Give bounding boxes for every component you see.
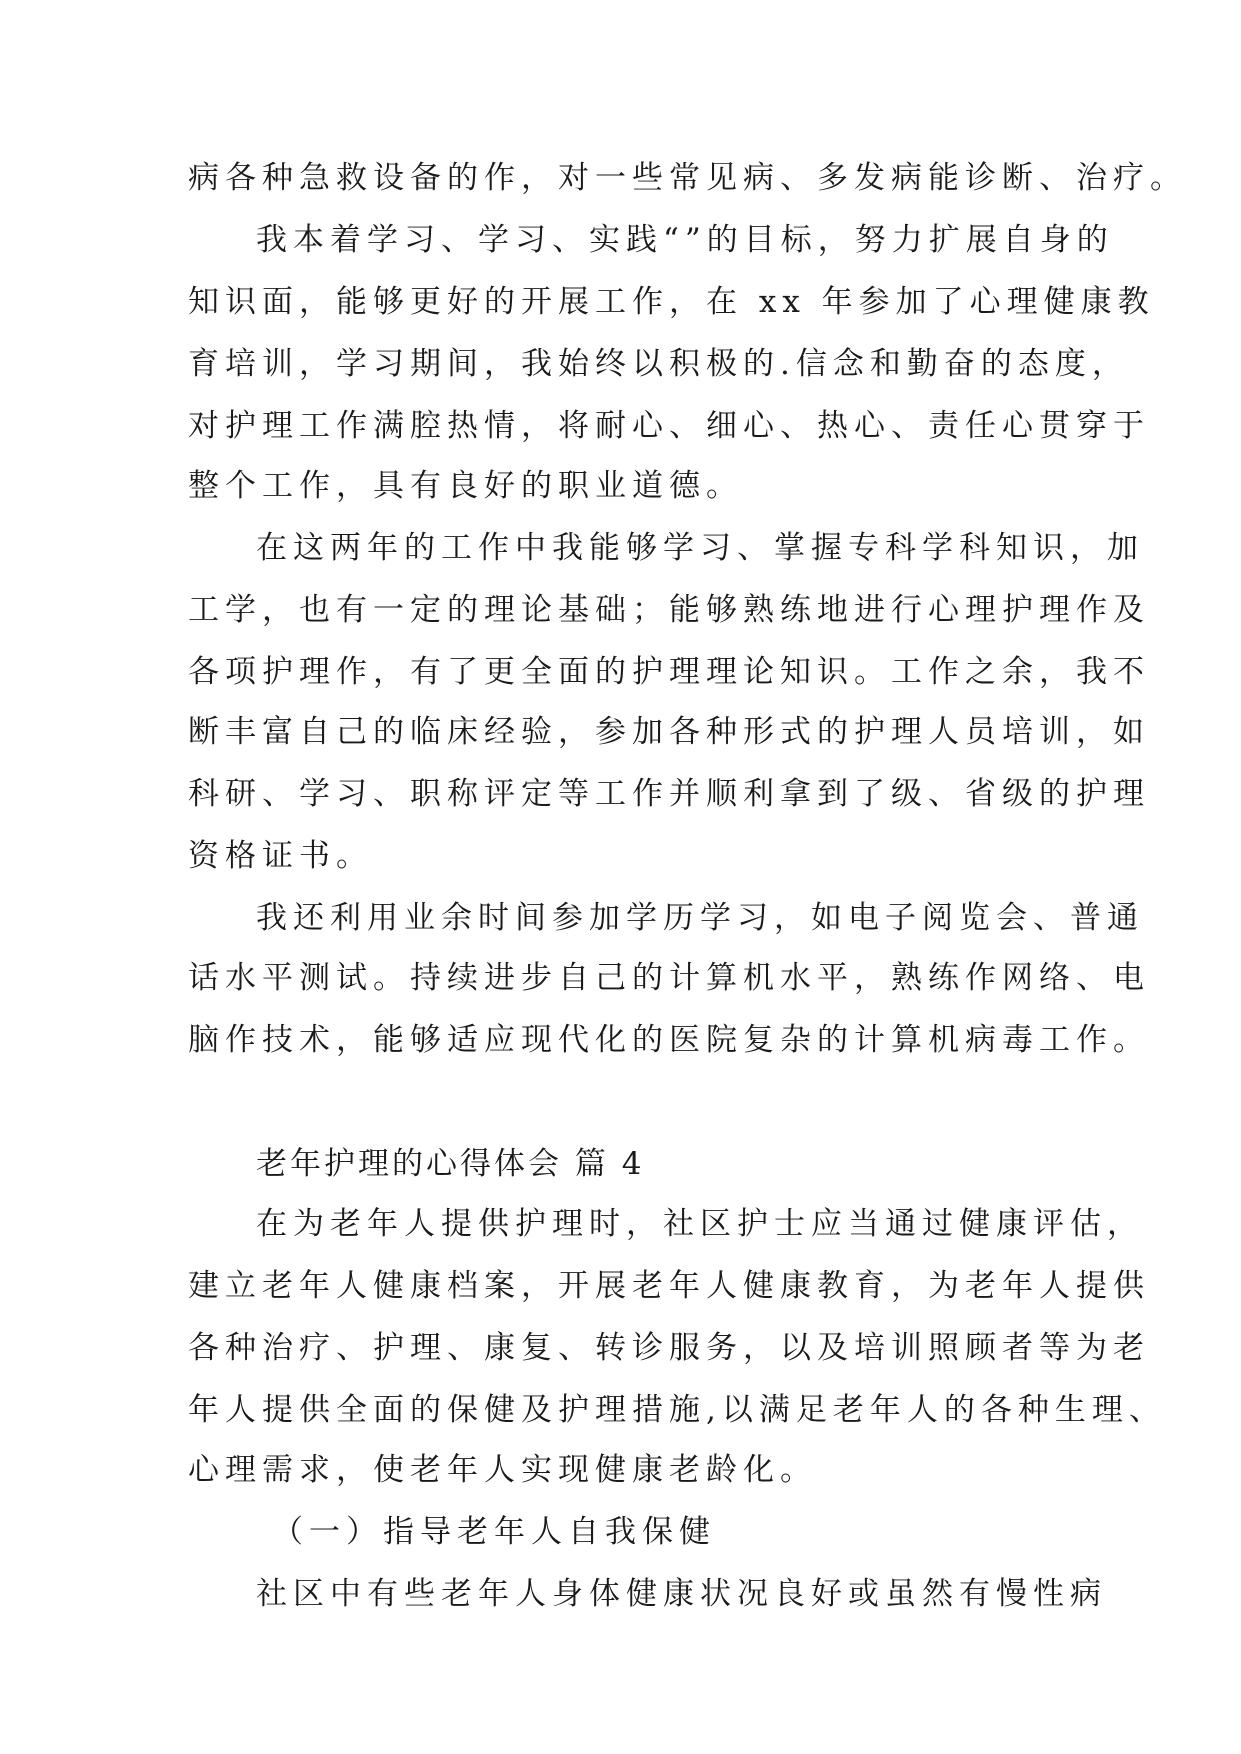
paragraph-line: 知识面，能够更好的开展工作，在 xx 年参加了心理健康教 xyxy=(188,284,1155,320)
paragraph-line: 在为老年人提供护理时，社区护士应当通过健康评估， xyxy=(256,1206,1144,1242)
paragraph-line: 话水平测试。持续进步自己的计算机水平，熟练作网络、电 xyxy=(188,960,1150,996)
subsection-heading: （一）指导老年人自我保健 xyxy=(272,1514,716,1550)
paragraph-line: 病各种急救设备的作，对一些常见病、多发病能诊断、治疗。 xyxy=(188,160,1187,196)
paragraph-line: 我本着学习、学习、实践“”的目标，努力扩展自身的 xyxy=(256,222,1114,258)
paragraph-line: 社区中有些老年人身体健康状况良好或虽然有慢性病 xyxy=(256,1576,1107,1612)
paragraph-line: 年人提供全面的保健及护理措施,以满足老年人的各种生理、 xyxy=(188,1392,1166,1428)
paragraph-line: 我还利用业余时间参加学历学习，如电子阅览会、普通 xyxy=(256,900,1144,936)
paragraph-line: 资格证书。 xyxy=(188,838,373,874)
paragraph-line: 整个工作，具有良好的职业道德。 xyxy=(188,468,743,504)
paragraph-line: 育培训，学习期间，我始终以积极的.信念和勤奋的态度， xyxy=(188,346,1129,382)
paragraph-line: 科研、学习、职称评定等工作并顺利拿到了级、省级的护理 xyxy=(188,776,1150,812)
paragraph-line: 对护理工作满腔热情，将耐心、细心、热心、责任心贯穿于 xyxy=(188,408,1150,444)
paragraph-line: 脑作技术，能够适应现代化的医院复杂的计算机病毒工作。 xyxy=(188,1022,1150,1058)
paragraph-line: 心理需求，使老年人实现健康老龄化。 xyxy=(188,1452,817,1488)
paragraph-line: 各种治疗、护理、康复、转诊服务，以及培训照顾者等为老 xyxy=(188,1330,1150,1366)
paragraph-line: 断丰富自己的临床经验，参加各种形式的护理人员培训，如 xyxy=(188,714,1150,750)
paragraph-line: 在这两年的工作中我能够学习、掌握专科学科知识，加 xyxy=(256,530,1144,566)
paragraph-line: 工学，也有一定的理论基础；能够熟练地进行心理护理作及 xyxy=(188,592,1150,628)
section-heading: 老年护理的心得体会 篇 4 xyxy=(256,1146,645,1182)
paragraph-line: 建立老年人健康档案，开展老年人健康教育，为老年人提供 xyxy=(188,1268,1150,1304)
paragraph-line: 各项护理作，有了更全面的护理理论知识。工作之余，我不 xyxy=(188,654,1150,690)
